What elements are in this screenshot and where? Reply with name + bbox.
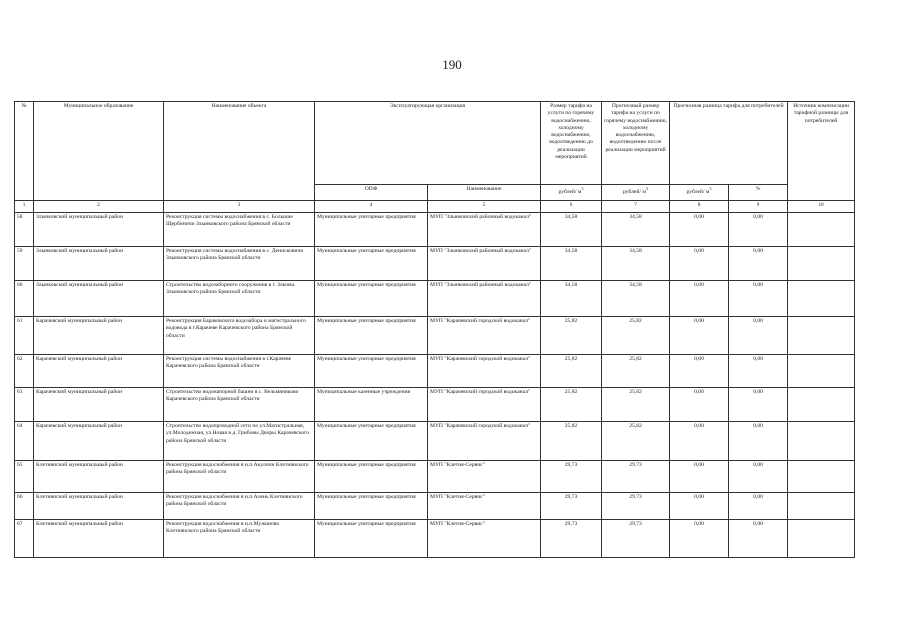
unit-superscript: 3 xyxy=(581,186,584,191)
object-cell: Реконструкция водоснабжения в н.п.Акуличи Клетнянского района Брянской области xyxy=(164,461,315,493)
tariff-before-cell: 25,82 xyxy=(541,422,602,461)
org-name-cell: МУП "Злынковский районный водоканал" xyxy=(428,213,541,247)
opf-cell: Муниципальные унитарные предприятия xyxy=(315,213,428,247)
source-cell xyxy=(788,213,855,247)
row-number: 60 xyxy=(15,281,34,317)
table-row xyxy=(15,317,855,355)
difference-pct-cell: 0,00 xyxy=(729,493,788,520)
column-index: 1 xyxy=(15,201,34,213)
table-row xyxy=(15,520,855,558)
object-cell: Строительство водопроводной сети по ул.Магистральная, ул.Молодежная, ул.Новая в д. Грибовы Дворы Карачевского района Брянской области xyxy=(164,422,315,461)
difference-pct-cell: 0,00 xyxy=(729,520,788,558)
difference-cell: 0,00 xyxy=(670,461,729,493)
opf-cell: Муниципальные унитарные предприятия xyxy=(315,355,428,388)
column-index: 3 xyxy=(164,201,315,213)
difference-cell: 0,00 xyxy=(670,281,729,317)
table-row xyxy=(15,247,855,281)
org-name-cell: МУП "Карачевский городской водоканал" xyxy=(428,422,541,461)
tariff-before-cell: 25,82 xyxy=(541,388,602,422)
tariff-after-cell: 25,82 xyxy=(602,388,670,422)
municipality-cell: Карачевский муниципальный район xyxy=(34,317,164,355)
tariff-after-cell: 34,58 xyxy=(602,213,670,247)
unit-superscript: 3 xyxy=(709,186,712,191)
tariff-table xyxy=(14,101,855,558)
table-row xyxy=(15,388,855,422)
source-cell xyxy=(788,388,855,422)
difference-cell: 0,00 xyxy=(670,317,729,355)
header-unit-pct: % xyxy=(729,185,788,201)
column-index: 4 xyxy=(315,201,428,213)
header-unit-diff xyxy=(670,185,729,201)
column-index: 2 xyxy=(34,201,164,213)
header-operator: Эксплуатирующая организация xyxy=(315,102,541,185)
unit-label: рублей/ м xyxy=(623,188,646,195)
tariff-after-cell: 29,73 xyxy=(602,493,670,520)
opf-cell: Муниципальные унитарные предприятия xyxy=(315,422,428,461)
difference-cell: 0,00 xyxy=(670,355,729,388)
object-cell: Реконструкция водоснабжения в н.п.Алень Клетнянского района Брянской области xyxy=(164,493,315,520)
unit-superscript: 3 xyxy=(645,186,648,191)
difference-pct-cell: 0,00 xyxy=(729,355,788,388)
page-number: 190 xyxy=(442,57,462,72)
object-cell: Реконструкция Бараковского водозабора и магистрального водовода в г.Карачеве Карачевского района Брянской области xyxy=(164,317,315,355)
column-index: 10 xyxy=(788,201,855,213)
opf-cell: Муниципальные унитарные предприятия xyxy=(315,461,428,493)
table-row xyxy=(15,213,855,247)
org-name-cell: МУП "Карачевский городской водоканал" xyxy=(428,388,541,422)
row-number: 66 xyxy=(15,493,34,520)
row-number: 59 xyxy=(15,247,34,281)
org-name-cell: МУП "Клетня-Сервис" xyxy=(428,461,541,493)
tariff-before-cell: 29,73 xyxy=(541,461,602,493)
table-row xyxy=(15,281,855,317)
opf-cell: Муниципальные унитарные предприятия xyxy=(315,247,428,281)
object-cell: Реконструкция водоснабжения в н.п.Мужиново Клетнянского района Брянской области xyxy=(164,520,315,558)
header-source: Источник компенсации тарифной разницы для потребителей xyxy=(788,102,855,201)
unit-label: рублей/ м xyxy=(558,188,582,195)
header-row xyxy=(15,102,855,185)
tariff-before-cell: 34,58 xyxy=(541,281,602,317)
tariff-after-cell: 34,58 xyxy=(602,247,670,281)
row-number: 65 xyxy=(15,461,34,493)
row-number: 63 xyxy=(15,388,34,422)
source-cell xyxy=(788,461,855,493)
unit-label: рублей/ м xyxy=(686,188,710,195)
tariff-after-cell: 29,73 xyxy=(602,520,670,558)
municipality-cell: Злынковский муниципальный район xyxy=(34,213,164,247)
municipality-cell: Злынковский муниципальный район xyxy=(34,247,164,281)
table-body xyxy=(15,213,855,558)
org-name-cell: МУП "Злынковский районный водоканал" xyxy=(428,247,541,281)
source-cell xyxy=(788,247,855,281)
tariff-before-cell: 34,58 xyxy=(541,247,602,281)
difference-pct-cell: 0,00 xyxy=(729,461,788,493)
header-municipality: Муниципальное образование xyxy=(34,102,164,201)
municipality-cell: Карачевский муниципальный район xyxy=(34,355,164,388)
difference-pct-cell: 0,00 xyxy=(729,317,788,355)
tariff-before-cell: 29,73 xyxy=(541,520,602,558)
municipality-cell: Клетнянский муниципальный район xyxy=(34,520,164,558)
source-cell xyxy=(788,493,855,520)
object-cell: Строительство водонапорной башни в с. Вельмяниково Карачевского района Брянской области xyxy=(164,388,315,422)
difference-pct-cell: 0,00 xyxy=(729,281,788,317)
object-cell: Реконструкция системы водоснабжения в с. Денисковичи Злынковского района Брянской области xyxy=(164,247,315,281)
difference-cell: 0,00 xyxy=(670,247,729,281)
object-cell: Строительство водозаборного сооружения в г. Злынка Злынковского района Брянской области xyxy=(164,281,315,317)
org-name-cell: МУП "Злынковский районный водоканал" xyxy=(428,281,541,317)
source-cell xyxy=(788,281,855,317)
municipality-cell: Клетнянский муниципальный район xyxy=(34,493,164,520)
tariff-after-cell: 25,82 xyxy=(602,422,670,461)
row-number: 67 xyxy=(15,520,34,558)
row-number: 61 xyxy=(15,317,34,355)
source-cell xyxy=(788,355,855,388)
difference-pct-cell: 0,00 xyxy=(729,213,788,247)
object-cell: Реконструкция системы водоснабжения в с. Большие Щербиничи Злынковского района Брянской области xyxy=(164,213,315,247)
column-index: 8 xyxy=(670,201,729,213)
header-tariff-after: Прогнозный размер тарифа на услуги по горячему водоснабжению, холодному водоснабжению, водоотведению после реализации мероприятий xyxy=(602,102,670,185)
header-object: Наименование объекта xyxy=(164,102,315,201)
difference-cell: 0,00 xyxy=(670,520,729,558)
header-unit-after xyxy=(602,185,670,201)
municipality-cell: Злынковский муниципальный район xyxy=(34,281,164,317)
municipality-cell: Карачевский муниципальный район xyxy=(34,422,164,461)
row-number: 62 xyxy=(15,355,34,388)
column-index: 9 xyxy=(729,201,788,213)
column-index: 6 xyxy=(541,201,602,213)
header-tariff-before: Размер тарифа на услуги по горячему водоснабжению, холодному водоснабжению, водоотведению до реализации мероприятий xyxy=(541,102,602,185)
opf-cell: Муниципальные унитарные предприятия xyxy=(315,317,428,355)
table-row xyxy=(15,493,855,520)
difference-cell: 0,00 xyxy=(670,493,729,520)
header-opf: ОПФ xyxy=(315,185,428,201)
header-difference: Прогнозная разница тарифа для потребителей xyxy=(670,102,788,185)
header-org-name: Наименование xyxy=(428,185,541,201)
difference-cell: 0,00 xyxy=(670,422,729,461)
header-unit-before xyxy=(541,185,602,201)
tariff-after-cell: 34,58 xyxy=(602,281,670,317)
tariff-before-cell: 29,73 xyxy=(541,493,602,520)
municipality-cell: Карачевский муниципальный район xyxy=(34,388,164,422)
opf-cell: Муниципальные унитарные предприятия xyxy=(315,281,428,317)
header-num: № xyxy=(15,102,34,201)
opf-cell: Муниципальные унитарные предприятия xyxy=(315,520,428,558)
org-name-cell: МУП "Клетня-Сервис" xyxy=(428,493,541,520)
column-index: 7 xyxy=(602,201,670,213)
opf-cell: Муниципальные унитарные предприятия xyxy=(315,493,428,520)
org-name-cell: МУП "Карачевский городской водоканал" xyxy=(428,317,541,355)
org-name-cell: МУП "Клетня-Сервис" xyxy=(428,520,541,558)
table-row xyxy=(15,355,855,388)
column-index: 5 xyxy=(428,201,541,213)
source-cell xyxy=(788,520,855,558)
difference-cell: 0,00 xyxy=(670,388,729,422)
table-row xyxy=(15,422,855,461)
difference-pct-cell: 0,00 xyxy=(729,422,788,461)
tariff-before-cell: 34,58 xyxy=(541,213,602,247)
column-index-row xyxy=(15,201,855,213)
row-number: 64 xyxy=(15,422,34,461)
municipality-cell: Клетнянский муниципальный район xyxy=(34,461,164,493)
tariff-after-cell: 25,82 xyxy=(602,317,670,355)
table-row xyxy=(15,461,855,493)
tariff-after-cell: 29,73 xyxy=(602,461,670,493)
tariff-before-cell: 25,82 xyxy=(541,355,602,388)
org-name-cell: МУП "Карачевский городской водоканал" xyxy=(428,355,541,388)
object-cell: Реконструкция системы водоснабжения в г.Карачеве Карачевского района Брянской области xyxy=(164,355,315,388)
row-number: 58 xyxy=(15,213,34,247)
difference-pct-cell: 0,00 xyxy=(729,247,788,281)
tariff-after-cell: 25,82 xyxy=(602,355,670,388)
source-cell xyxy=(788,422,855,461)
tariff-before-cell: 25,82 xyxy=(541,317,602,355)
difference-cell: 0,00 xyxy=(670,213,729,247)
difference-pct-cell: 0,00 xyxy=(729,388,788,422)
source-cell xyxy=(788,317,855,355)
opf-cell: Муниципальные казенные учреждения xyxy=(315,388,428,422)
